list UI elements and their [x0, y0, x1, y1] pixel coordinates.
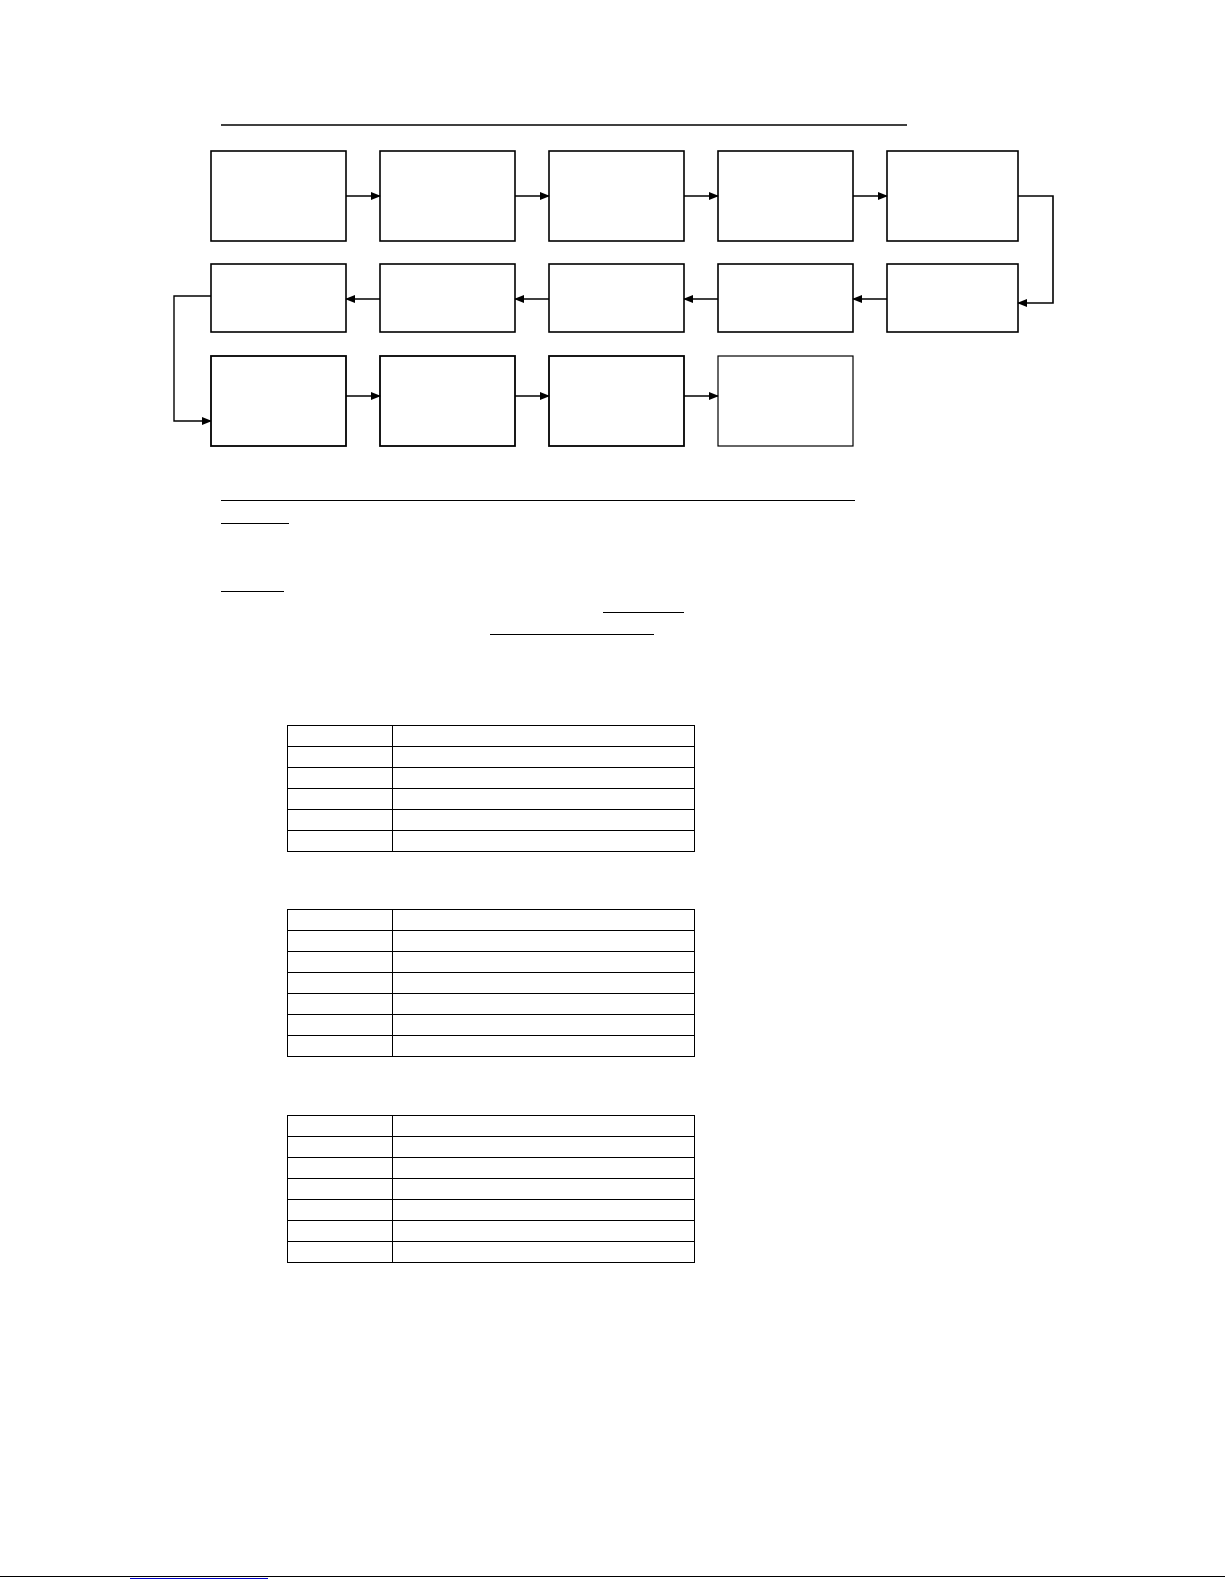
footnote-link-underline[interactable]	[130, 1578, 268, 1579]
section-rule	[221, 500, 855, 501]
table-cell	[288, 1116, 393, 1137]
table-row	[288, 1137, 695, 1158]
flow-box-6	[211, 264, 346, 332]
flow-box-9	[718, 264, 853, 332]
table-cell	[393, 1221, 695, 1242]
table-cell	[288, 1200, 393, 1221]
table-cell	[393, 952, 695, 973]
table-cell	[288, 973, 393, 994]
table-row	[288, 768, 695, 789]
table-cell	[288, 1015, 393, 1036]
table-cell	[393, 1116, 695, 1137]
table-cell	[288, 1036, 393, 1057]
table-row	[288, 1221, 695, 1242]
table-cell	[393, 747, 695, 768]
table-3	[287, 1115, 695, 1263]
table-cell	[288, 1242, 393, 1263]
flow-box-13	[549, 356, 684, 446]
table-cell	[393, 726, 695, 747]
table-cell	[288, 994, 393, 1015]
table-cell	[393, 789, 695, 810]
flow-box-2	[380, 151, 515, 241]
table-cell	[393, 1200, 695, 1221]
table-cell	[393, 1179, 695, 1200]
table-cell	[393, 994, 695, 1015]
table-cell	[393, 810, 695, 831]
table-cell	[393, 768, 695, 789]
table-row	[288, 973, 695, 994]
table-cell	[288, 789, 393, 810]
table-row	[288, 831, 695, 852]
flow-box-10	[887, 264, 1018, 332]
table-row	[288, 931, 695, 952]
table-cell	[288, 1137, 393, 1158]
underline-4	[490, 634, 654, 635]
table-row	[288, 1015, 695, 1036]
flow-box-11	[211, 356, 346, 446]
table-cell	[288, 726, 393, 747]
table-row	[288, 1116, 695, 1137]
table-row	[288, 1158, 695, 1179]
table-row	[288, 789, 695, 810]
table-row	[288, 1036, 695, 1057]
table-row	[288, 910, 695, 931]
underline-2	[221, 591, 284, 592]
table-cell	[288, 910, 393, 931]
table-1	[287, 725, 695, 852]
flow-box-5	[887, 151, 1018, 241]
table-cell	[393, 973, 695, 994]
table-cell	[393, 831, 695, 852]
process-flow-diagram	[0, 0, 1225, 470]
table-cell	[288, 810, 393, 831]
underline-3	[603, 612, 684, 613]
table-cell	[288, 931, 393, 952]
flow-connector-row2-row3	[174, 296, 211, 421]
table-row	[288, 810, 695, 831]
table-cell	[288, 831, 393, 852]
table-cell	[393, 931, 695, 952]
table-cell	[288, 1179, 393, 1200]
table-cell	[393, 1137, 695, 1158]
flow-box-4	[718, 151, 853, 241]
table-row	[288, 952, 695, 973]
flow-box-14	[718, 356, 853, 446]
table-cell	[288, 1221, 393, 1242]
underline-1	[221, 523, 289, 524]
flow-box-12	[380, 356, 515, 446]
table-row	[288, 1179, 695, 1200]
flow-box-3	[549, 151, 684, 241]
flow-box-8	[549, 264, 684, 332]
table-row	[288, 726, 695, 747]
flow-connector-row1-row2	[1018, 196, 1053, 303]
table-2	[287, 909, 695, 1057]
table-cell	[393, 910, 695, 931]
table-cell	[393, 1158, 695, 1179]
table-row	[288, 1242, 695, 1263]
flow-box-1	[211, 151, 346, 241]
table-cell	[288, 952, 393, 973]
table-row	[288, 1200, 695, 1221]
table-cell	[288, 768, 393, 789]
table-cell	[288, 747, 393, 768]
table-cell	[393, 1242, 695, 1263]
table-cell	[288, 1158, 393, 1179]
footnote-separator	[0, 1576, 1225, 1577]
table-row	[288, 747, 695, 768]
table-cell	[393, 1036, 695, 1057]
flow-box-7	[380, 264, 515, 332]
table-row	[288, 994, 695, 1015]
table-cell	[393, 1015, 695, 1036]
